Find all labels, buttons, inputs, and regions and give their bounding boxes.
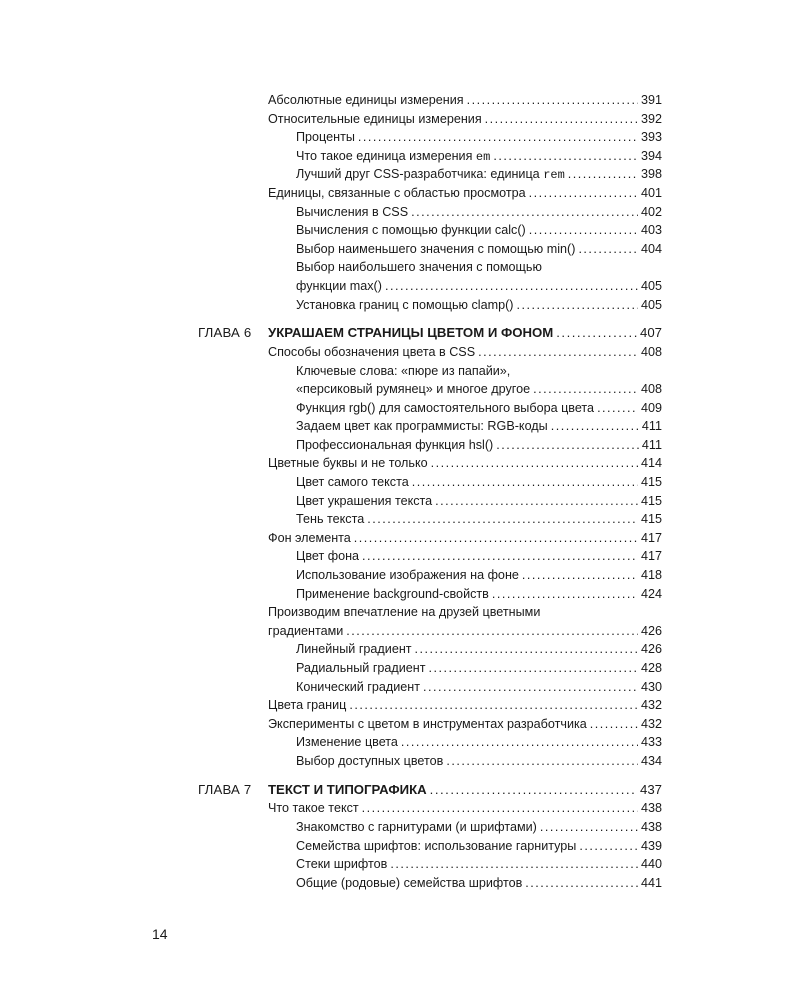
- dot-leader: [346, 622, 638, 641]
- toc-entry-line: [296, 380, 662, 399]
- toc-title-text: Выбор наибольшего значения с помощью: [296, 260, 542, 275]
- toc-title: [268, 622, 343, 641]
- toc-subentry: [0, 277, 800, 296]
- toc-code: em: [475, 149, 491, 164]
- toc-title: [296, 417, 548, 436]
- toc-page-number: 426: [640, 642, 662, 657]
- toc-title-text: Цвета границ: [268, 698, 347, 713]
- toc-title-text: Тень текста: [296, 512, 365, 527]
- toc-page-number: 440: [640, 857, 662, 872]
- dot-leader: [358, 128, 638, 147]
- toc-subentry: [0, 855, 800, 874]
- toc-entry-line: [268, 110, 662, 129]
- toc-subentry: [0, 380, 800, 399]
- toc-title-text: Ключевые слова: «пюре из папайи»,: [296, 363, 511, 378]
- toc-title: [268, 781, 427, 800]
- toc-entry-line: [296, 855, 662, 874]
- toc-title: [296, 752, 443, 771]
- toc-title: [268, 603, 540, 622]
- toc-title-text: Семейства шрифтов: использование гарнитуры: [296, 838, 577, 853]
- dot-leader: [540, 818, 638, 837]
- toc-subentry: [0, 678, 800, 697]
- toc-page-number: 432: [640, 716, 662, 731]
- toc-page-number: 411: [641, 437, 662, 452]
- toc-entry-line: [296, 585, 662, 604]
- toc-entry-line: [296, 733, 662, 752]
- toc-entry: [0, 529, 800, 548]
- toc-entry: [0, 622, 800, 641]
- toc-page-number: 398: [640, 167, 662, 182]
- toc-entry: [0, 603, 800, 622]
- toc-page-number: 434: [640, 753, 662, 768]
- toc-title-text: Производим впечатление на друзей цветными: [268, 605, 541, 620]
- dot-leader: [522, 566, 638, 585]
- toc-page-number: 430: [640, 679, 662, 694]
- toc-subentry: [0, 362, 800, 381]
- chapter-label: ГЛАВА 6: [198, 325, 252, 341]
- toc-title-text: Линейный градиент: [296, 642, 412, 657]
- toc-subentry: [0, 874, 800, 893]
- dot-leader: [411, 203, 638, 222]
- toc-title: [268, 91, 464, 110]
- toc-page-number: 405: [640, 297, 662, 312]
- toc-entry-line: [296, 752, 662, 771]
- toc-subentry: [0, 566, 800, 585]
- toc-entry-line: [296, 362, 662, 381]
- dot-leader: [362, 799, 638, 818]
- toc-entry: [0, 799, 800, 818]
- toc-subentry: [0, 473, 800, 492]
- dot-leader: [529, 221, 638, 240]
- dot-leader: [412, 473, 638, 492]
- toc-subentry: [0, 492, 800, 511]
- toc-subentry: [0, 258, 800, 277]
- dot-leader: [385, 277, 638, 296]
- toc-entry-line: [268, 91, 662, 110]
- dot-leader: [467, 91, 638, 110]
- toc-entry-line: [268, 781, 662, 800]
- toc-title-text: Стеки шрифтов: [296, 857, 388, 872]
- toc-page-number: 437: [639, 781, 662, 797]
- toc-title: [268, 715, 587, 734]
- dot-leader: [529, 184, 638, 203]
- toc-page-number: 414: [640, 456, 662, 471]
- dot-leader: [551, 417, 639, 436]
- dot-leader: [597, 399, 638, 418]
- toc-title-text: ТЕКСТ И ТИПОГРАФИКА: [268, 781, 427, 797]
- toc-entry: [0, 343, 800, 362]
- toc-entry-line: [268, 324, 662, 343]
- toc-entry-line: [296, 417, 662, 436]
- dot-leader: [367, 510, 638, 529]
- toc-title-text: Профессиональная функция hsl(): [296, 437, 494, 452]
- toc-title: [296, 380, 530, 399]
- toc-subentry: [0, 165, 800, 184]
- toc-page-number: 404: [640, 241, 662, 256]
- toc-page-number: 433: [640, 735, 662, 750]
- toc-subentry: [0, 296, 800, 315]
- toc-title: [296, 585, 489, 604]
- toc-subentry: [0, 240, 800, 259]
- toc-entry-line: [296, 147, 662, 167]
- dot-leader: [492, 585, 638, 604]
- toc-entry: [0, 715, 800, 734]
- toc-title: [296, 147, 490, 167]
- dot-leader: [430, 781, 637, 800]
- toc-title: [296, 547, 359, 566]
- dot-leader: [516, 296, 638, 315]
- toc-title: [296, 566, 519, 585]
- toc-entry: [0, 110, 800, 129]
- toc-title-text: Цвет фона: [296, 549, 360, 564]
- toc-title: [296, 874, 522, 893]
- dot-leader: [556, 324, 637, 343]
- dot-leader: [362, 547, 638, 566]
- toc-entry-line: [296, 296, 662, 315]
- toc-title-text: Что такое текст: [268, 801, 359, 816]
- dot-leader: [578, 240, 638, 259]
- toc-entry-line: [268, 343, 662, 362]
- toc-title: [296, 362, 510, 381]
- chapter-heading: [0, 324, 800, 343]
- toc-subentry: [0, 818, 800, 837]
- toc-page-number: 424: [640, 586, 662, 601]
- dot-leader: [568, 165, 638, 184]
- chapter-label: ГЛАВА 7: [198, 781, 252, 797]
- toc-entry-line: [268, 603, 662, 622]
- toc-entry-line: [296, 659, 662, 678]
- dot-leader: [493, 147, 638, 166]
- toc-subentry: [0, 221, 800, 240]
- toc-entry: [0, 184, 800, 203]
- toc-subentry: [0, 417, 800, 436]
- toc-title: [296, 733, 398, 752]
- toc-entry-line: [296, 128, 662, 147]
- toc-title-text: Установка границ с помощью clamp(): [296, 297, 514, 312]
- toc-page-number: 394: [640, 148, 662, 163]
- toc-title: [268, 799, 359, 818]
- toc-entry-line: [268, 184, 662, 203]
- toc-title: [268, 529, 351, 548]
- toc-title: [268, 696, 346, 715]
- toc-title-text: Знакомство с гарнитурами (и шрифтами): [296, 819, 537, 834]
- toc-title: [296, 221, 526, 240]
- toc-page-number: 402: [640, 204, 662, 219]
- toc-title-text: Выбор наименьшего значения с помощью min(): [296, 241, 576, 256]
- dot-leader: [349, 696, 638, 715]
- toc-page-number: 392: [640, 111, 662, 126]
- toc-entry-line: [296, 399, 662, 418]
- toc-entry-line: [268, 799, 662, 818]
- toc-title: [296, 492, 432, 511]
- toc-page-number: 415: [640, 493, 662, 508]
- toc-title-text: Цвет самого текста: [296, 475, 409, 490]
- toc-page-number: 439: [640, 838, 662, 853]
- toc-title-text: градиентами: [268, 623, 344, 638]
- toc-page-number: 408: [640, 382, 662, 397]
- dot-leader: [446, 752, 638, 771]
- toc-title-text: Относительные единицы измерения: [268, 111, 482, 126]
- toc-title-text: Фон элемента: [268, 530, 351, 545]
- toc-subentry: [0, 203, 800, 222]
- toc-page-number: 411: [641, 419, 662, 434]
- toc-title: [296, 165, 565, 185]
- toc-entry-line: [296, 240, 662, 259]
- toc-title: [296, 128, 355, 147]
- toc-title: [296, 678, 420, 697]
- page-number: 14: [152, 926, 168, 942]
- toc-title-text: Эксперименты с цветом в инструментах разработчика: [268, 716, 587, 731]
- toc-title: [268, 110, 482, 129]
- toc-subentry: [0, 147, 800, 166]
- toc-title: [268, 324, 553, 343]
- toc-page-number: 393: [640, 130, 662, 145]
- toc-page-number: 391: [640, 93, 662, 107]
- toc-entry: [0, 91, 800, 110]
- toc-subentry: [0, 640, 800, 659]
- toc-code: rem: [543, 168, 565, 183]
- toc-title-text: Изменение цвета: [296, 735, 398, 750]
- toc-subentry: [0, 128, 800, 147]
- toc-title: [268, 454, 428, 473]
- dot-leader: [579, 837, 638, 856]
- toc-title-text: Цветные буквы и не только: [268, 456, 428, 471]
- toc-title: [296, 240, 575, 259]
- toc-entry-line: [296, 221, 662, 240]
- toc-entry-line: [296, 678, 662, 697]
- toc-title-text: Выбор доступных цветов: [296, 753, 444, 768]
- toc-title-text: Способы обозначения цвета в CSS: [268, 344, 476, 359]
- toc-entry-line: [296, 203, 662, 222]
- toc-entry-line: [296, 566, 662, 585]
- toc-subentry: [0, 733, 800, 752]
- toc-subentry: [0, 399, 800, 418]
- toc-title-text: «персиковый румянец» и многое другое: [296, 382, 531, 397]
- toc-title-text: Единицы, связанные с областью просмотра: [268, 185, 526, 200]
- toc-entry: [0, 454, 800, 473]
- toc-title: [296, 296, 513, 315]
- toc-subentry: [0, 752, 800, 771]
- toc-entry-line: [296, 837, 662, 856]
- toc-title-text: Применение background-свойств: [296, 586, 489, 601]
- toc-title-text: Задаем цвет как программисты: RGB-коды: [296, 419, 548, 434]
- toc-entry-line: [268, 529, 662, 548]
- table-of-contents: [0, 91, 800, 892]
- toc-title: [296, 203, 408, 222]
- toc-entry-line: [296, 277, 662, 296]
- dot-leader: [525, 874, 638, 893]
- toc-page-number: 401: [640, 185, 662, 200]
- toc-title-text: Вычисления в CSS: [296, 204, 409, 219]
- toc-title-text: Конический градиент: [296, 679, 420, 694]
- toc-entry-line: [296, 258, 662, 277]
- toc-title-text: УКРАШАЕМ СТРАНИЦЫ ЦВЕТОМ И ФОНОМ: [268, 325, 554, 341]
- toc-page-number: 408: [640, 344, 662, 359]
- toc-page-number: 415: [640, 512, 662, 527]
- toc-title: [296, 855, 387, 874]
- toc-page-number: 428: [640, 661, 662, 675]
- toc-title: [296, 837, 576, 856]
- toc-entry-line: [268, 622, 662, 641]
- toc-page-number: 403: [640, 223, 662, 238]
- toc-entry: [0, 696, 800, 715]
- toc-page-number: 432: [640, 698, 662, 713]
- toc-entry-line: [296, 165, 662, 185]
- toc-entry-line: [296, 874, 662, 893]
- toc-page-number: 438: [640, 801, 662, 816]
- dot-leader: [435, 492, 638, 511]
- toc-title-text: Проценты: [296, 130, 355, 145]
- toc-title: [296, 473, 409, 492]
- toc-entry-line: [296, 510, 662, 529]
- toc-title: [296, 277, 382, 296]
- toc-entry-line: [296, 640, 662, 659]
- toc-page-number: 418: [640, 568, 662, 583]
- dot-leader: [423, 678, 638, 697]
- toc-subentry: [0, 837, 800, 856]
- toc-entry-line: [296, 547, 662, 566]
- toc-entry-line: [296, 818, 662, 837]
- dot-leader: [533, 380, 638, 399]
- toc-entry-line: [268, 696, 662, 715]
- toc-title-text: Использование изображения на фоне: [296, 568, 519, 583]
- toc-entry-line: [296, 436, 662, 455]
- toc-page-number: 426: [640, 623, 662, 638]
- toc-page-number: 407: [639, 325, 662, 341]
- toc-title-text: Абсолютные единицы измерения: [268, 93, 464, 107]
- toc-title: [268, 184, 526, 203]
- chapter-heading: [0, 781, 800, 800]
- toc-page-number: 405: [640, 278, 662, 293]
- toc-title-text: Вычисления с помощью функции calc(): [296, 223, 526, 238]
- toc-title: [296, 510, 364, 529]
- toc-entry-line: [296, 492, 662, 511]
- toc-title-text: Лучший друг CSS-разработчика: единица: [296, 167, 544, 182]
- toc-page-number: 415: [640, 475, 662, 490]
- toc-page-number: 417: [640, 530, 662, 545]
- toc-entry-line: [296, 473, 662, 492]
- toc-title-text: Цвет украшения текста: [296, 493, 433, 508]
- toc-subentry: [0, 659, 800, 678]
- dot-leader: [590, 715, 638, 734]
- toc-subentry: [0, 585, 800, 604]
- toc-title: [296, 436, 493, 455]
- toc-page-number: 438: [640, 819, 662, 834]
- dot-leader: [401, 733, 638, 752]
- toc-page-number: 409: [640, 400, 662, 415]
- dot-leader: [415, 640, 638, 659]
- toc-subentry: [0, 436, 800, 455]
- toc-page-number: 441: [640, 875, 662, 890]
- toc-title: [296, 399, 594, 418]
- toc-title-text: Радиальный градиент: [296, 661, 426, 675]
- toc-subentry: [0, 510, 800, 529]
- dot-leader: [354, 529, 638, 548]
- toc-title: [296, 818, 537, 837]
- toc-entry-line: [268, 454, 662, 473]
- toc-entry-line: [268, 715, 662, 734]
- toc-title-text: Что такое единица измерения: [296, 148, 476, 163]
- dot-leader: [496, 436, 639, 455]
- dot-leader: [485, 110, 638, 129]
- toc-subentry: [0, 547, 800, 566]
- dot-leader: [429, 659, 638, 678]
- toc-title-text: Функция rgb() для самостоятельного выбора цвета: [296, 400, 595, 415]
- dot-leader: [431, 454, 638, 473]
- dot-leader: [390, 855, 638, 874]
- toc-title: [296, 258, 542, 277]
- toc-title: [268, 343, 475, 362]
- toc-page-number: 417: [640, 549, 662, 564]
- toc-title-text: Общие (родовые) семейства шрифтов: [296, 875, 523, 890]
- toc-title: [296, 640, 412, 659]
- toc-title: [296, 659, 426, 678]
- dot-leader: [478, 343, 638, 362]
- toc-title-text: функции max(): [296, 278, 382, 293]
